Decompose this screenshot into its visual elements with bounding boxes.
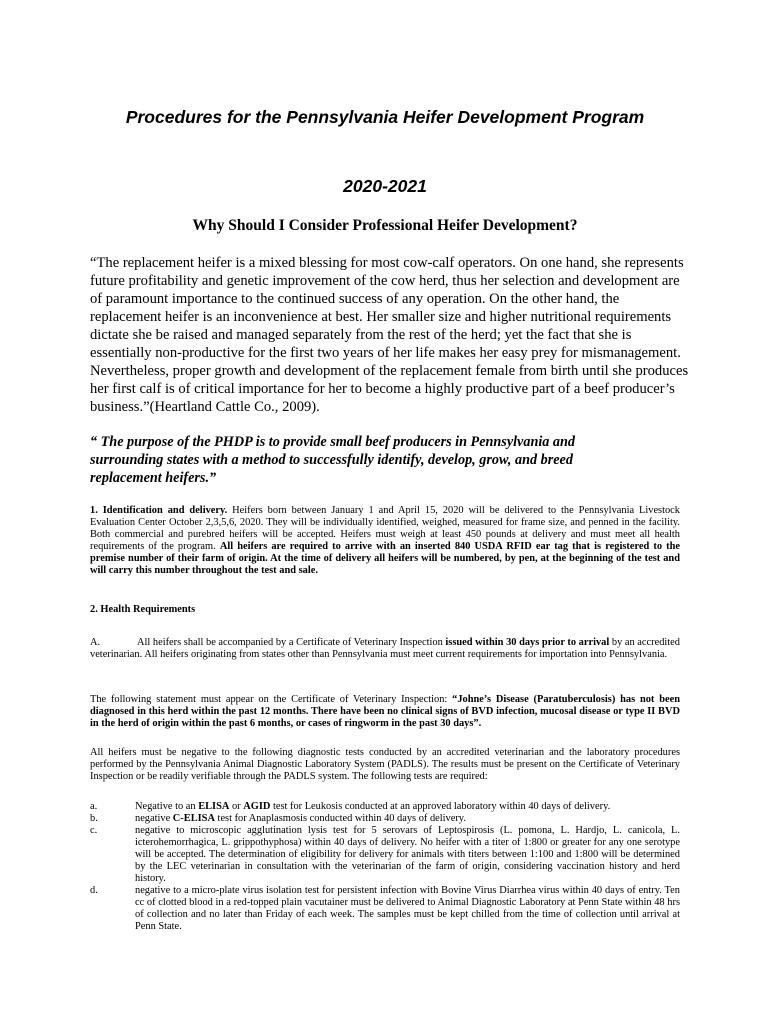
document-title: Procedures for the Pennsylvania Heifer Development Program bbox=[125, 107, 645, 127]
list-item bbox=[90, 825, 680, 885]
list-item bbox=[90, 801, 680, 813]
statement-intro: The following statement must appear on the Certificate of Veterinary Inspection: bbox=[90, 694, 453, 705]
certificate-statement bbox=[90, 694, 680, 730]
list-item-text: negative to microscopic agglutination lysis test for 5 serovars of Leptospirosis (L. pomona, L. Hardjo, L. canicola, L. icterohemorrhagica, L. grippothyphosa) within 40 days of delivery. No heifer with a titer of 1:800 or greater for any one serotype will be accepted. The determination of eligibility for delivery for animals with titers between 1:100 and 1:800 will be determined by the LEC veterinarian in consultation with the veterinarian of the farm of origin, considering vaccination history and herd history. bbox=[135, 825, 680, 884]
list-marker: b. bbox=[90, 813, 98, 824]
health-requirement-a bbox=[90, 637, 680, 661]
requirement-a-marker: A. bbox=[90, 637, 101, 648]
requirement-a-text: All heifers shall be accompanied by a Certificate of Veterinary Inspection bbox=[137, 637, 446, 648]
list-marker: a. bbox=[90, 801, 98, 812]
statement-bold: “Johne’s Disease (Paratuberculosis) has not been diagnosed in this herd within the past 12 months. There have been no clinical signs of BVD infection, mucosal disease or type II BVD in the herd of origin within the past 6 months, or cases of ringworm in the past 30 days”. bbox=[90, 694, 680, 729]
quote-paragraph: “The replacement heifer is a mixed blessing for most cow-calf operators. On one hand, she represents future profitability and genetic improvement of the cow herd, thus her selection and development are of paramount importance to the continued success of any operation. On the other hand, the replacement heifer is an inconvenience at best. Her smaller size and higher nutritional requirements dictate she be raised and managed separately from the rest of the herd; yet the fact that she is essentially non-productive for the first two years of her life makes her easy prey for mismanagement. Nevertheless, proper growth and development of the replacement female from birth until she produces her first calf is of critical importance for her to become a highly productive part of a beef producer’s business.”(Heartland Cattle Co., 2009). bbox=[90, 255, 689, 415]
program-year: 2020-2021 bbox=[343, 176, 427, 196]
purpose-statement: “ The purpose of the PHDP is to provide small beef producers in Pennsylvania and surrounding states with a method to successfully identify, develop, grow, and breed replacement heifers.” bbox=[90, 434, 575, 486]
list-item-text: negative C-ELISA test for Anaplasmosis conducted within 40 days of delivery. bbox=[135, 813, 466, 824]
list-item bbox=[90, 813, 680, 825]
diagnostic-tests-intro: All heifers must be negative to the following diagnostic tests conducted by an accredited veterinarian and the laboratory procedures performed by the Pennsylvania Animal Diagnostic Laboratory System (PADLS). The results must be present on the Certificate of Veterinary Inspection or be readily verifiable through the PADLS system. The following tests are required: bbox=[90, 747, 680, 782]
requirement-a-bold: issued within 30 days prior to arrival bbox=[445, 637, 610, 648]
identification-label: 1. Identification and delivery. bbox=[90, 505, 228, 516]
list-marker: d. bbox=[90, 885, 98, 896]
section-heading: Why Should I Consider Professional Heifer Development? bbox=[192, 217, 578, 234]
identification-bold-text: All heifers are required to arrive with an inserted 840 USDA RFID ear tag that is registered to the premise number of their farm of origin. At the time of delivery all heifers will be numbered, by pen, at the beginning of the test and will carry this number throughout the test and sale. bbox=[90, 541, 680, 576]
identification-text: Heifers born between January 1 and April 15, 2020 will be delivered to the Pennsylvania Livestock Evaluation Center October 2,3,5,6, 2020. They will be individually identified, weighed, measured for frame size, and penned in the facility. Both commercial and purebred heifers will be accepted. Heifers must weigh at least 450 pounds at delivery and must meet all health requirements of the program. bbox=[90, 505, 680, 552]
list-item-text: negative to a micro-plate virus isolation test for persistent infection with Bovine Virus Diarrhea virus within 40 days of entry. Ten cc of clotted blood in a red-topped plain vacutainer must be delivered to Animal Diagnostic Laboratory at Penn State within 48 hrs of collection and no later than Friday of each week. The samples must be kept chilled from the time of collection until arrival at Penn State. bbox=[135, 885, 680, 932]
list-marker: c. bbox=[90, 825, 98, 836]
requirement-a-text-end: by an accredited veterinarian. All heifers originating from states other than Pennsylvania must meet current requirements for importation into Pennsylvania. bbox=[90, 637, 680, 660]
list-item-text: Negative to an ELISA or AGID test for Leukosis conducted at an approved laboratory within 40 days of delivery. bbox=[135, 801, 611, 812]
health-requirements-heading: 2. Health Requirements bbox=[90, 604, 196, 615]
diagnostic-tests-list bbox=[90, 801, 680, 933]
identification-section bbox=[90, 505, 680, 577]
list-item bbox=[90, 885, 680, 933]
